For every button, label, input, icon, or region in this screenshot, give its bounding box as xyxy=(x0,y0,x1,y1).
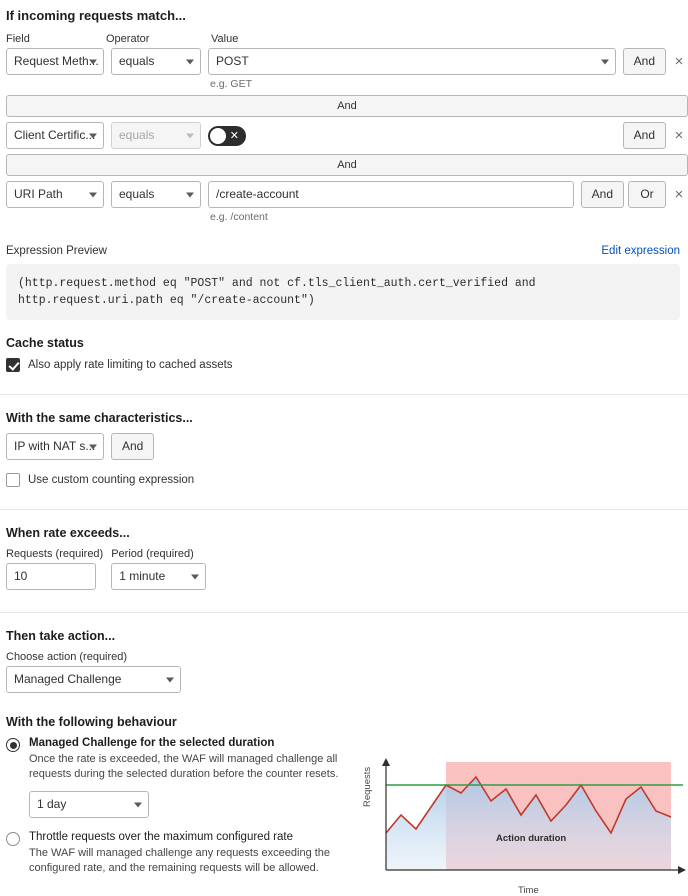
chevron-down-icon xyxy=(134,802,142,807)
custom-counting-row[interactable] xyxy=(6,473,688,487)
action-title: Then take action... xyxy=(6,629,116,643)
behaviour-option-1-title: Managed Challenge for the selected duration xyxy=(29,737,275,749)
value-cell-1 xyxy=(208,48,616,90)
characteristic-select[interactable] xyxy=(6,433,104,460)
expression-preview-header xyxy=(6,245,680,257)
period-field-group xyxy=(111,548,206,590)
characteristics-row xyxy=(6,433,688,460)
cache-rate-limit-label: Also apply rate limiting to cached assets xyxy=(28,359,233,371)
and-button-row-3[interactable]: And xyxy=(581,181,624,208)
match-row-2 xyxy=(6,122,688,149)
group-and-button-2[interactable]: And xyxy=(6,154,688,176)
divider-2 xyxy=(0,509,688,510)
operator-select-3-value: equals xyxy=(119,187,155,201)
requests-input[interactable]: 10 xyxy=(6,563,96,590)
expression-preview-label: Expression Preview xyxy=(6,245,107,257)
match-section-title: If incoming requests match... xyxy=(6,8,186,23)
close-icon: ✕ xyxy=(229,130,239,142)
close-icon-row-2[interactable]: × xyxy=(674,127,684,144)
or-button-row-3[interactable]: Or xyxy=(628,181,666,208)
behaviour-option-2-title: Throttle requests over the maximum configured rate xyxy=(29,831,293,843)
chart-x-axis-label: Time xyxy=(518,885,539,896)
operator-select-2 xyxy=(111,122,201,149)
chevron-down-icon xyxy=(186,192,194,197)
close-icon-row-1[interactable]: × xyxy=(674,53,684,70)
chevron-down-icon xyxy=(89,444,97,449)
characteristics-title: With the same characteristics... xyxy=(6,411,193,425)
header-operator: Operator xyxy=(106,33,150,45)
custom-counting-checkbox[interactable] xyxy=(6,473,20,487)
radio-throttle-requests[interactable] xyxy=(6,832,20,846)
duration-select[interactable] xyxy=(29,791,149,818)
cert-verified-toggle[interactable] xyxy=(208,126,246,146)
duration-select-value: 1 day xyxy=(37,797,67,811)
action-select[interactable] xyxy=(6,666,181,693)
group-and-button-1[interactable]: And xyxy=(6,95,688,117)
choose-action-label: Choose action (required) xyxy=(6,651,128,663)
field-select-1[interactable] xyxy=(6,48,104,75)
behaviour-chart xyxy=(362,755,688,896)
behaviour-option-1-desc: Once the rate is exceeded, the WAF will managed challenge all requests during the selected duration before the counter resets. xyxy=(29,753,339,780)
close-icon-row-3[interactable]: × xyxy=(674,186,684,203)
chevron-down-icon xyxy=(89,59,97,64)
value-hint-3: e.g. /content xyxy=(210,211,268,223)
behaviour-title: With the following behaviour xyxy=(6,715,177,729)
divider-3 xyxy=(0,612,688,613)
operator-select-1[interactable] xyxy=(111,48,201,75)
characteristics-and-button[interactable]: And xyxy=(111,433,154,460)
chevron-down-icon xyxy=(166,677,174,682)
custom-counting-label: Use custom counting expression xyxy=(28,474,195,486)
match-row-1 xyxy=(6,48,688,90)
chart-svg xyxy=(368,755,688,890)
period-select[interactable] xyxy=(111,563,206,590)
behaviour-option-2[interactable] xyxy=(6,831,368,876)
field-select-2-value: Client Certific... xyxy=(14,128,96,142)
action-field-group xyxy=(6,651,688,693)
action-select-value: Managed Challenge xyxy=(14,672,122,686)
operator-select-1-value: equals xyxy=(119,54,155,68)
chart-y-axis-label: Requests xyxy=(362,766,373,807)
field-select-2[interactable] xyxy=(6,122,104,149)
behaviour-option-1[interactable] xyxy=(6,737,368,818)
period-label: Period (required) xyxy=(111,548,194,560)
chevron-down-icon xyxy=(191,574,199,579)
header-value: Value xyxy=(211,33,239,45)
chevron-down-icon xyxy=(186,59,194,64)
chevron-down-icon xyxy=(89,133,97,138)
behaviour-option-2-desc: The WAF will managed challenge any requests exceeding the configured rate, and the remaining requests will be allowed. xyxy=(29,847,331,874)
value-select-1[interactable] xyxy=(208,48,616,75)
operator-select-2-value: equals xyxy=(119,128,155,142)
match-row-3 xyxy=(6,181,688,223)
value-cell-2 xyxy=(208,122,616,146)
behaviour-option-2-body xyxy=(29,831,339,876)
requests-field-group xyxy=(6,548,103,590)
chart-annotation-action-duration: Action duration xyxy=(496,833,567,844)
chevron-down-icon xyxy=(89,192,97,197)
cache-status-title: Cache status xyxy=(6,336,84,350)
cache-rate-limit-checkbox[interactable] xyxy=(6,358,20,372)
period-select-value: 1 minute xyxy=(119,569,166,583)
field-select-1-value: Request Meth... xyxy=(14,54,99,68)
value-select-1-value: POST xyxy=(216,54,249,68)
behaviour-options xyxy=(0,737,368,889)
chevron-down-icon xyxy=(186,133,194,138)
radio-managed-challenge-duration[interactable] xyxy=(6,738,20,752)
value-hint-1: e.g. GET xyxy=(210,78,253,90)
field-select-3-value: URI Path xyxy=(14,187,63,201)
match-column-headers xyxy=(6,33,688,45)
and-button-row-1[interactable]: And xyxy=(623,48,666,75)
characteristic-select-value: IP with NAT s... xyxy=(14,439,96,453)
and-button-row-2[interactable]: And xyxy=(623,122,666,149)
header-field: Field xyxy=(6,33,30,45)
divider-1 xyxy=(0,394,688,395)
behaviour-section xyxy=(0,737,688,895)
behaviour-option-1-body xyxy=(29,737,339,818)
edit-expression-link[interactable]: Edit expression xyxy=(601,245,680,257)
rate-title: When rate exceeds... xyxy=(6,526,130,540)
chevron-down-icon xyxy=(601,59,609,64)
expression-preview-text: (http.request.method eq "POST" and not cf.tls_client_auth.cert_verified and http.request.uri.path eq "/create-account") xyxy=(6,264,680,320)
operator-select-3[interactable] xyxy=(111,181,201,208)
field-select-3[interactable] xyxy=(6,181,104,208)
cache-checkbox-row[interactable] xyxy=(6,358,688,372)
requests-label: Requests (required) xyxy=(6,548,104,560)
value-input-3[interactable]: /create-account xyxy=(208,181,574,208)
value-cell-3 xyxy=(208,181,574,223)
rate-fields xyxy=(6,548,688,590)
toggle-knob xyxy=(210,128,226,144)
